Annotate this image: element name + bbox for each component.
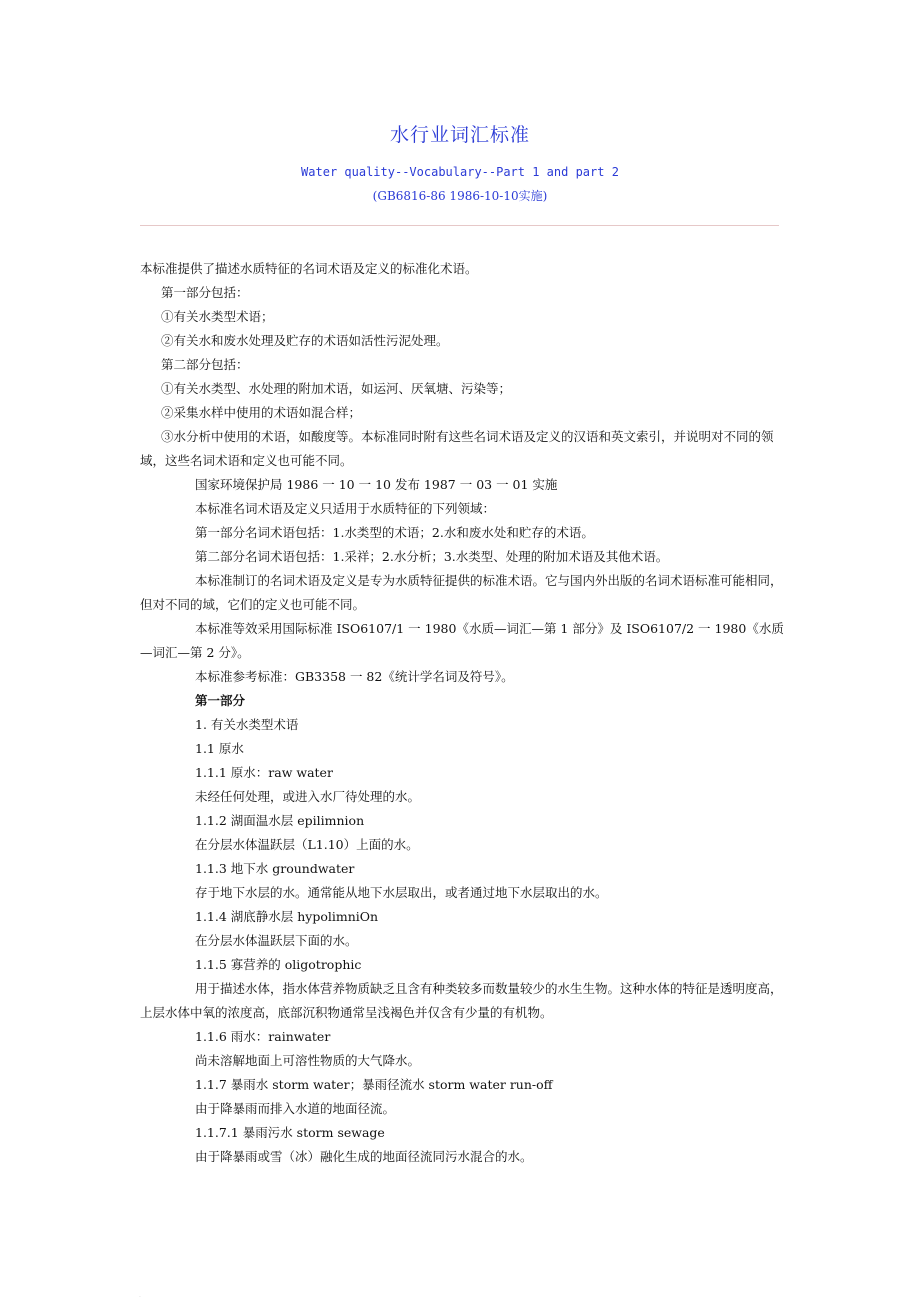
paragraph: 用于描述水体，指水体营养物质缺乏且含有种类较多而数量较少的水生生物。这种水体的特征是透明度高，上层水体中氧的浓度高，底部沉积物通常呈浅褐色并仅含有少量的有机物。 xyxy=(140,981,783,1020)
paragraph: 本标准参考标准：GB3358 一 82《统计学名词及符号》。 xyxy=(195,669,514,684)
paragraph: 1.1.3 地下水 groundwater xyxy=(195,861,355,876)
page-corner-mark: . xyxy=(139,1292,141,1299)
paragraph: 1. 有关水类型术语 xyxy=(195,717,299,732)
paragraph: 在分层水体温跃层（L1.10）上面的水。 xyxy=(195,837,419,852)
paragraph: 1.1.5 寡营养的 oligotrophic xyxy=(195,957,362,972)
header-divider xyxy=(140,225,779,226)
paragraph: 第一部分包括： xyxy=(161,285,249,300)
paragraph: 本标准提供了描述水质特征的名词术语及定义的标准化术语。 xyxy=(140,261,478,276)
paragraph: 第一部分名词术语包括：1.水类型的术语；2.水和废水处和贮存的术语。 xyxy=(195,525,594,540)
document-body xyxy=(140,257,784,1169)
paragraph: ①有关水类型术语； xyxy=(161,309,274,324)
document-standard-code: (GB6816-86 1986-10-10实施) xyxy=(372,189,548,203)
paragraph: 1.1.4 湖底静水层 hypolimniOn xyxy=(195,909,379,924)
section-heading: 第一部分 xyxy=(195,693,246,708)
paragraph: 由于降暴雨而排入水道的地面径流。 xyxy=(195,1101,396,1116)
document-title: 水行业词汇标准 xyxy=(389,124,530,146)
paragraph: 1.1.2 湖面温水层 epilimnion xyxy=(195,813,365,828)
paragraph: 1.1.7 暴雨水 storm water；暴雨径流水 storm water run-off xyxy=(195,1077,553,1092)
paragraph: 第二部分包括： xyxy=(161,357,249,372)
paragraph: 第二部分名词术语包括：1.采祥；2.水分析；3.水类型、处理的附加术语及其他术语。 xyxy=(195,549,669,564)
paragraph: 1.1 原水 xyxy=(195,741,244,756)
paragraph: ③水分析中使用的术语，如酸度等。本标准同时附有这些名词术语及定义的汉语和英文索引，并说明对不同的领域，这些名词术语和定义也可能不同。 xyxy=(140,429,774,468)
paragraph: 1.1.6 雨水：rainwater xyxy=(195,1029,331,1044)
paragraph: 在分层水体温跃层下面的水。 xyxy=(195,933,358,948)
paragraph: 由于降暴雨或雪（冰）融化生成的地面径流同污水混合的水。 xyxy=(195,1149,533,1164)
paragraph: 未经任何处理，或进入水厂待处理的水。 xyxy=(195,789,421,804)
paragraph: 本标准等效采用国际标准 ISO6107/1 一 1980《水质—词汇—第 1 部分》及 ISO6107/2 一 1980《水质—词汇—第 2 分》。 xyxy=(140,621,784,660)
paragraph: 本标准制订的名词术语及定义是专为水质特征提供的标准术语。它与国内外出版的名词术语标准可能相同，但对不同的域，它们的定义也可能不同。 xyxy=(140,573,783,612)
paragraph: 1.1.1 原水：raw water xyxy=(195,765,333,780)
paragraph: 1.1.7.1 暴雨污水 storm sewage xyxy=(195,1125,385,1140)
paragraph: 国家环境保护局 1986 一 10 一 10 发布 1987 一 03 一 01 实施 xyxy=(195,477,558,492)
paragraph: 本标准名词术语及定义只适用于水质特征的下列领域： xyxy=(195,501,496,516)
paragraph: ②采集水样中使用的术语如混合样； xyxy=(161,405,362,420)
paragraph: 尚未溶解地面上可溶性物质的大气降水。 xyxy=(195,1053,421,1068)
paragraph: 存于地下水层的水。通常能从地下水层取出，或者通过地下水层取出的水。 xyxy=(195,885,608,900)
paragraph: ①有关水类型、水处理的附加术语，如运河、厌氧塘、污染等； xyxy=(161,381,512,396)
document-subtitle-english: Water quality--Vocabulary--Part 1 and part 2 xyxy=(301,165,619,179)
paragraph: ②有关水和废水处理及贮存的术语如活性污泥处理。 xyxy=(161,333,449,348)
